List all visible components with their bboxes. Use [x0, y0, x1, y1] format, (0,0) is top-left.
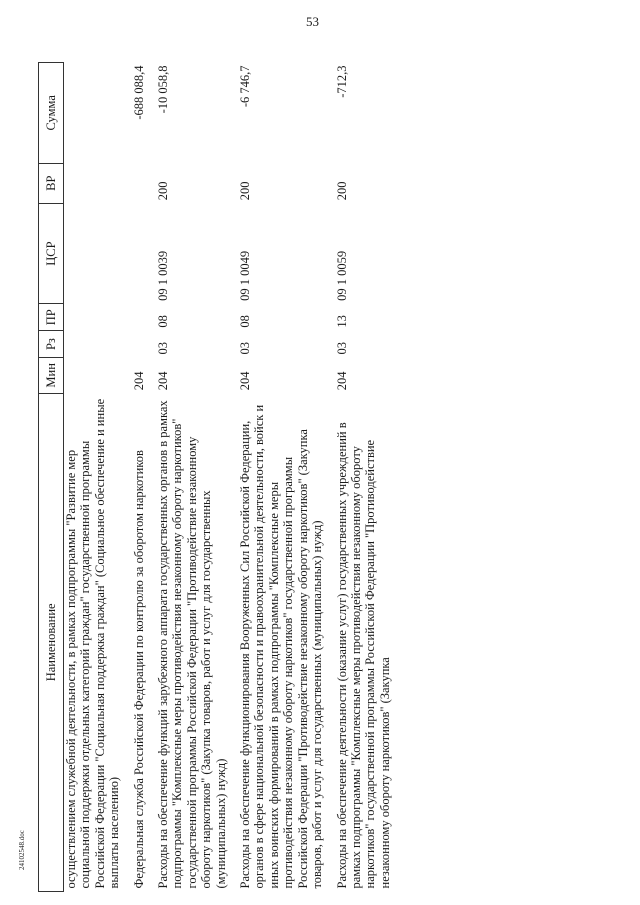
cell-name: Расходы на обеспечение деятельности (оказание услуг) государственных учреждений в рамках подпрограммы "Комплексные меры противодействия незаконному обороту наркотиков" государственной программы Российской Федерации "Противодействие незаконному обороту наркотиков" (Закупка — [334, 422, 392, 889]
cell-rz: 03 — [156, 341, 171, 355]
page-number: 53 — [306, 14, 319, 29]
cell-sum: -10 058,8 — [156, 65, 171, 114]
cell-vr: 200 — [238, 181, 253, 201]
cell-sum — [64, 63, 132, 164]
cell-pr: 13 — [334, 315, 349, 328]
header-vr: ВР — [39, 163, 64, 203]
document-code: 24102548.doc — [18, 830, 26, 870]
cell-pr — [132, 304, 156, 331]
cell-vr — [64, 163, 132, 203]
header-pr: ПР — [39, 304, 64, 331]
cell-name: Расходы на обеспечение функционирования Вооруженных Сил Российской Федерации, органов в сфере национальной безопасности и правоохранительной деятельности, войск и иных воинских формирований в рамках подпрограммы "Комплексные меры противодействия незаконному обороту наркотиков" государственной программы Российской Федерации "Противодействие незаконному обороту наркотиков" (Закупка товаров, работ и услуг для государственных (муниципальных) нужд) — [238, 404, 325, 889]
header-name: Наименование — [39, 393, 64, 891]
cell-pr — [64, 304, 132, 331]
cell-min: 204 — [131, 371, 146, 391]
cell-rz — [64, 331, 132, 358]
table-row — [64, 63, 132, 892]
cell-name: осуществлением служебной деятельности, в рамках подпрограммы "Развитие мер социальной поддержки отдельных категорий граждан" государственной программы Российской Федерации "Социальная поддержка граждан" (Социальное обеспечение и иные выплаты населению) — [64, 398, 122, 889]
cell-pr: 08 — [156, 315, 171, 328]
table-row — [335, 63, 403, 892]
cell-rz: 03 — [238, 341, 253, 355]
cell-rz: 03 — [334, 341, 349, 355]
header-rz: Рз — [39, 331, 64, 358]
header-sum: Сумма — [39, 63, 64, 164]
cell-min — [64, 357, 132, 393]
budget-table-rotated — [38, 62, 633, 892]
table-row — [238, 63, 334, 892]
cell-sum: -6 746,7 — [238, 65, 253, 108]
cell-csr: 09 1 0049 — [238, 250, 253, 301]
cell-csr — [132, 203, 156, 304]
budget-table — [38, 62, 402, 892]
cell-name: Федеральная служба Российской Федерации по контролю за оборотом наркотиков — [131, 450, 146, 889]
cell-csr: 09 1 0059 — [334, 250, 349, 301]
table-body — [64, 63, 403, 892]
table-header — [39, 63, 64, 892]
cell-rz — [132, 331, 156, 358]
table-row — [132, 63, 156, 892]
cell-vr: 200 — [156, 181, 171, 201]
cell-csr: 09 1 0039 — [156, 250, 171, 301]
cell-vr: 200 — [334, 181, 349, 201]
cell-min: 204 — [334, 371, 349, 391]
cell-min: 204 — [238, 371, 253, 391]
cell-sum: -712,3 — [334, 65, 349, 98]
cell-vr — [132, 163, 156, 203]
cell-pr: 08 — [238, 315, 253, 328]
cell-name: Расходы на обеспечение функций зарубежного аппарата государственных органов в рамках подпрограммы "Комплексные меры противодействия незаконному обороту наркотиков" государственной программы Российской Федерации "Противодействие незаконному обороту наркотиков" (Закупка товаров, работ и услуг для государственных (муниципальных) нужд) — [156, 400, 228, 889]
header-min: Мин — [39, 357, 64, 393]
cell-sum: -688 088,4 — [131, 65, 146, 120]
cell-min: 204 — [156, 371, 171, 391]
table-row — [156, 63, 238, 892]
cell-csr — [64, 203, 132, 304]
header-csr: ЦСР — [39, 203, 64, 304]
